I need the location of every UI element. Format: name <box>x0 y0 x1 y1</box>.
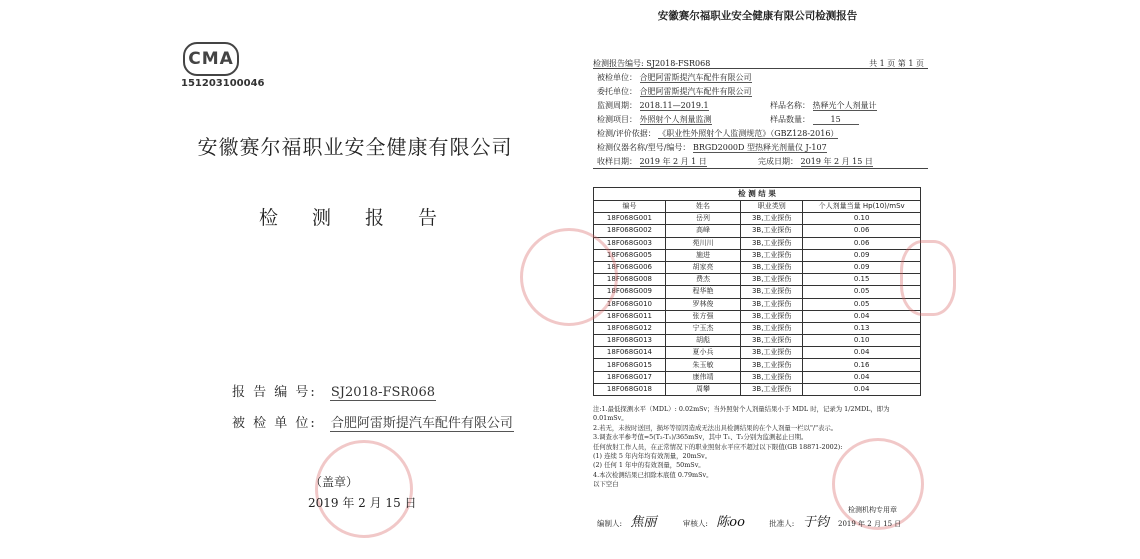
table-row <box>594 359 921 371</box>
table-row <box>594 286 921 298</box>
page-seam-stamp <box>520 228 618 326</box>
results-table <box>593 187 921 396</box>
period-row: 监测周期： 2018.11—2019.1 <box>597 101 709 110</box>
instrument: BRGD2000D 型热释光剂量仪 J-107 <box>692 143 827 152</box>
note-line: 3.调查水平参考值=5(T₂-T₁)/365mSv，其中 T₁、T₂分别为监测起止日期。 <box>593 433 808 442</box>
cell-dose: 0.09 <box>803 261 921 273</box>
cover-inspected-unit: 合肥阿雷斯提汽车配件有限公司 <box>330 416 513 431</box>
table-row <box>594 225 921 237</box>
cell-id: 18F068G001 <box>594 213 666 225</box>
note-line: 任何放射工作人员，在正常情况下的职业照射水平应不超过以下限值(GB 18871-2002): <box>593 442 843 451</box>
cell-category: 3B,工业探伤 <box>741 322 803 334</box>
cover-company-name: 安徽赛尔福职业安全健康有限公司 <box>197 135 513 159</box>
prepared-by-signature: 焦丽 <box>630 515 657 530</box>
cell-id: 18F068G010 <box>594 298 666 310</box>
table-row <box>594 274 921 286</box>
instrument-label: 检测仪器名称/型号/编号 <box>597 143 683 152</box>
page-info: 共 1 页 第 1 页 <box>869 59 924 68</box>
report-number-label: 检测报告编号: <box>593 59 644 68</box>
sample-name: 热释光个人剂量计 <box>812 101 877 110</box>
cell-dose: 0.06 <box>803 237 921 249</box>
prepared-by-label: 编制人: <box>597 519 623 528</box>
column-header-category: 职业类别 <box>741 201 803 213</box>
cell-name: 康伟靖 <box>665 371 740 383</box>
cell-category: 3B,工业探伤 <box>741 310 803 322</box>
cell-category: 3B,工业探伤 <box>741 371 803 383</box>
cell-dose: 0.10 <box>803 213 921 225</box>
header-divider <box>593 68 928 69</box>
client-unit-row: 委托单位： 合肥阿雷斯提汽车配件有限公司 <box>597 87 752 96</box>
period-label: 监测周期 <box>597 101 629 110</box>
received-date: 2019 年 2 月 1 日 <box>639 157 707 166</box>
sample-count-label: 样品数量 <box>770 115 802 124</box>
cell-dose: 0.04 <box>803 371 921 383</box>
cell-name: 朱玉敏 <box>665 359 740 371</box>
cell-dose: 0.06 <box>803 225 921 237</box>
cell-category: 3B,工业探伤 <box>741 249 803 261</box>
table-row <box>594 383 921 395</box>
cell-name: 费杰 <box>665 274 740 286</box>
table-row <box>594 249 921 261</box>
note-line: 4.本次检测结果已扣除本底值 0.79mSv。 <box>593 470 713 479</box>
cell-id: 18F068G006 <box>594 261 666 273</box>
cell-name: 胡家亮 <box>665 261 740 273</box>
cover-inspected-unit-row <box>232 412 514 431</box>
received-label: 收样日期 <box>597 157 629 166</box>
note-line: 以下空白 <box>593 480 619 489</box>
table-row <box>594 310 921 322</box>
cell-dose: 0.13 <box>803 322 921 334</box>
cell-id: 18F068G014 <box>594 347 666 359</box>
cover-inspected-unit-label: 被 检 单 位: <box>232 416 317 431</box>
cell-id: 18F068G002 <box>594 225 666 237</box>
sample-name-row: 样品名称： 热释光个人剂量计 <box>770 101 877 110</box>
client-unit-label: 委托单位 <box>597 87 629 96</box>
cover-seal-text: （盖章） <box>310 475 359 489</box>
inspected-unit: 合肥阿雷斯提汽车配件有限公司 <box>639 73 752 82</box>
cell-dose: 0.04 <box>803 383 921 395</box>
basis: 《职业性外照射个人监测规范》（GBZ128-2016） <box>658 129 839 138</box>
cma-code: 151203100046 <box>181 78 265 89</box>
cell-category: 3B,工业探伤 <box>741 274 803 286</box>
cell-id: 18F068G018 <box>594 383 666 395</box>
cell-id: 18F068G005 <box>594 249 666 261</box>
cell-dose: 0.05 <box>803 286 921 298</box>
cell-category: 3B,工业探伤 <box>741 335 803 347</box>
cell-dose: 0.09 <box>803 249 921 261</box>
table-row <box>594 261 921 273</box>
inspected-unit-row: 被检单位： 合肥阿雷斯提汽车配件有限公司 <box>597 73 752 82</box>
approved-by-label: 批准人: <box>769 519 795 528</box>
table-row <box>594 347 921 359</box>
cell-dose: 0.04 <box>803 347 921 359</box>
cover-title: 检 测 报 告 <box>258 207 452 229</box>
table-row <box>594 335 921 347</box>
table-row <box>594 237 921 249</box>
instrument-row: 检测仪器名称/型号/编号： BRGD2000D 型热释光剂量仪 J-107 <box>597 143 827 152</box>
reviewed-by-label: 审核人: <box>682 519 708 528</box>
note-line: 0.01mSv。 <box>593 414 628 423</box>
cell-name: 高峰 <box>665 225 740 237</box>
cell-id: 18F068G011 <box>594 310 666 322</box>
cell-id: 18F068G013 <box>594 335 666 347</box>
reviewed-by-signature: 陈oo <box>716 515 745 530</box>
basis-label: 检测/评价依据 <box>597 129 648 138</box>
institution-seal-label: 检测机构专用章 <box>848 506 897 514</box>
column-header-name: 姓名 <box>665 201 740 213</box>
period: 2018.11—2019.1 <box>639 101 709 110</box>
cover-date: 2019 年 2 月 15 日 <box>308 496 417 510</box>
results-header-row <box>594 201 921 213</box>
inspected-unit-label: 被检单位 <box>597 73 629 82</box>
sample-count: 15 <box>813 115 859 125</box>
column-header-dose: 个人剂量当量 Hp(10)/mSv <box>803 201 921 213</box>
info-divider <box>593 168 928 169</box>
cell-dose: 0.10 <box>803 335 921 347</box>
table-row <box>594 298 921 310</box>
cell-name: 宁玉杰 <box>665 322 740 334</box>
cell-name: 夏小兵 <box>665 347 740 359</box>
cell-dose: 0.05 <box>803 298 921 310</box>
cma-certification-mark: CMA <box>183 42 239 76</box>
cell-category: 3B,工业探伤 <box>741 261 803 273</box>
cell-id: 18F068G009 <box>594 286 666 298</box>
cell-category: 3B,工业探伤 <box>741 237 803 249</box>
sample-count-row: 样品数量： 15 <box>770 114 859 125</box>
cell-dose: 0.15 <box>803 274 921 286</box>
cover-report-number: SJ2018-FSR068 <box>330 385 435 400</box>
cell-name: 岳列 <box>665 213 740 225</box>
completed-label: 完成日期 <box>758 157 790 166</box>
received-row: 收样日期： 2019 年 2 月 1 日 <box>597 157 707 166</box>
cell-category: 3B,工业探伤 <box>741 286 803 298</box>
cell-category: 3B,工业探伤 <box>741 225 803 237</box>
institution-stamp <box>832 438 924 530</box>
cover-report-number-row <box>232 381 436 400</box>
cell-id: 18F068G003 <box>594 237 666 249</box>
cell-id: 18F068G017 <box>594 371 666 383</box>
note-line: 2.若无，未按时送回，损坏等原因造成无法出具检测结果的在个人剂量一栏以"/"表示。 <box>593 423 838 432</box>
table-row <box>594 371 921 383</box>
institution-seal-date: 2019 年 2 月 15 日 <box>838 520 902 528</box>
cell-category: 3B,工业探伤 <box>741 213 803 225</box>
client-unit: 合肥阿雷斯提汽车配件有限公司 <box>639 87 752 96</box>
sample-name-label: 样品名称 <box>770 101 802 110</box>
cover-report-number-label: 报 告 编 号: <box>232 385 317 400</box>
item: 外照射个人剂量监测 <box>639 115 712 124</box>
basis-row: 检测/评价依据： 《职业性外照射个人监测规范》（GBZ128-2016） <box>597 129 839 138</box>
note-line: (1) 连续 5 年内年均有效剂量，20mSv。 <box>593 452 712 461</box>
cell-name: 苑川川 <box>665 237 740 249</box>
cell-name: 周攀 <box>665 383 740 395</box>
cell-dose: 0.16 <box>803 359 921 371</box>
completed-date: 2019 年 2 月 15 日 <box>800 157 873 166</box>
cell-category: 3B,工业探伤 <box>741 383 803 395</box>
cell-id: 18F068G012 <box>594 322 666 334</box>
side-stamp <box>900 240 956 316</box>
cell-category: 3B,工业探伤 <box>741 359 803 371</box>
cell-category: 3B,工业探伤 <box>741 298 803 310</box>
report-title: 安徽赛尔福职业安全健康有限公司检测报告 <box>657 10 858 22</box>
cell-id: 18F068G015 <box>594 359 666 371</box>
cell-name: 施进 <box>665 249 740 261</box>
cell-name: 罗林俊 <box>665 298 740 310</box>
completed-row: 完成日期： 2019 年 2 月 15 日 <box>758 157 873 166</box>
cell-category: 3B,工业探伤 <box>741 347 803 359</box>
item-label: 检测项目 <box>597 115 629 124</box>
item-row: 检测项目： 外照射个人剂量监测 <box>597 115 712 124</box>
results-caption: 检 测 结 果 <box>593 187 921 200</box>
approved-by-signature: 于钧 <box>802 515 829 530</box>
note-line: (2) 任何 1 年中的有效剂量，50mSv。 <box>593 461 705 470</box>
cell-id: 18F068G008 <box>594 274 666 286</box>
cell-name: 程华艳 <box>665 286 740 298</box>
cell-name: 胡彪 <box>665 335 740 347</box>
table-row <box>594 213 921 225</box>
signature-row <box>597 511 829 530</box>
report-number: SJ2018-FSR068 <box>646 59 711 68</box>
column-header-id: 编号 <box>594 201 666 213</box>
cell-name: 张方强 <box>665 310 740 322</box>
table-row <box>594 322 921 334</box>
note-line: 注:1.最低探测水平（MDL）: 0.02mSv；当外照射个人剂量结果小于 MDL 时，记录为 1/2MDL，即为 <box>593 405 890 413</box>
cell-dose: 0.04 <box>803 310 921 322</box>
